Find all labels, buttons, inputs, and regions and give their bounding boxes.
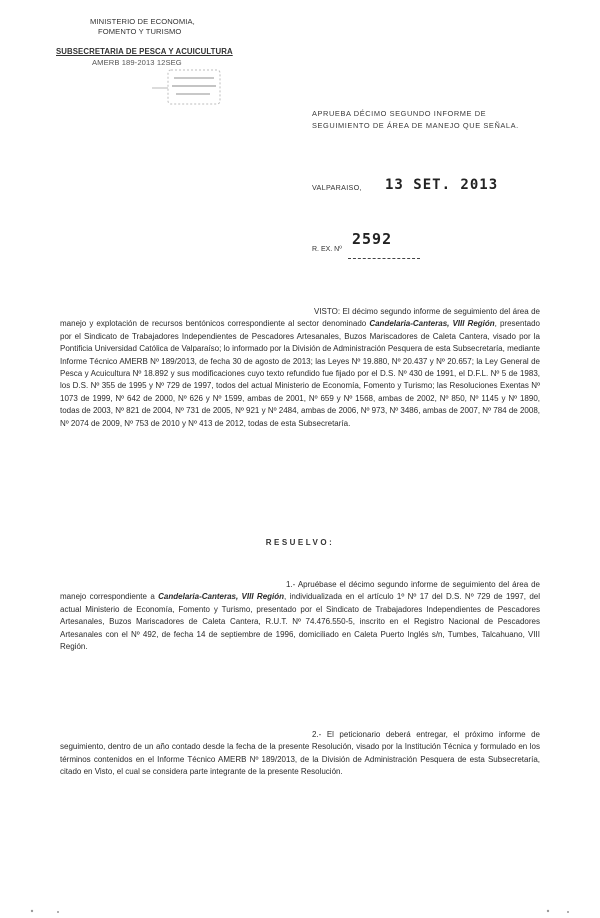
- ministry-header: [90, 17, 195, 37]
- file-reference: AMERB 189-2013 12SEG: [92, 58, 182, 67]
- place-label: VALPARAISO,: [312, 183, 362, 192]
- resolution-subject: APRUEBA DÉCIMO SEGUNDO INFORME DE SEGUIMIENTO DE ÁREA DE MANEJO QUE SEÑALA.: [312, 109, 519, 130]
- area-name-emphasis: Candelaria-Canteras, VIII Región: [369, 319, 495, 329]
- faded-stamp: [150, 66, 232, 110]
- visto-paragraph: VISTO: El décimo segundo informe de seguimiento del área de manejo y explotación de recursos bentónicos correspondiente al sector denominado Candelaria-Canteras, VIII Región, presentado por el Sindicato de Trabajadores Independientes de Pescadores Artesanales, Buzos Mariscadores de Caleta Cantera, visado por la Pontificia Universidad Católica de Valparaíso; lo informado por la División de Administración Pesquera de esta Subsecretaría, mediante Informe Técnico AMERB Nº 189/2013, de fecha 30 de agosto de 2013; las Leyes Nº 19.880, Nº 20.437 y Nº 20.657; la Ley General de Pesca y Acuicultura Nº 18.892 y sus modificaciones cuyo texto refundido fue fijado por el D.S. Nº 430 de 1991, el D.F.L. Nº 5 de 1983, los D.S. Nº 355 de 1995 y Nº 729 de 1997, todos del actual Ministerio de Economía, Fomento y Turismo; las Resoluciones Exentas Nº 1073 de 1999, Nº 642 de 2000, Nº 626 y Nº 1599, ambas de 2001, Nº 659 y Nº 1568, ambas de 2002, Nº 850, Nº 1145 y Nº 1890, todas de 2003, Nº 821 de 2004, Nº 731 de 2005, Nº 921 y Nº 2484, ambas de 2006, Nº 973, Nº 3486, ambas de 2007, Nº 784 de 2008, Nº 2074 de 2009, Nº 753 de 2010 y Nº 413 de 2012, todas de esta Subsecretaría.: [60, 307, 541, 428]
- resolution-point-1: 1.- Apruébase el décimo segundo informe de seguimiento del área de manejo correspondiente a Candelaria-Canteras, VIII Región, individualizada en el artículo 1º Nº 17 del D.S. Nº 729 de 1997, del actual Ministerio de Economía, Fomento y Turismo, presentado por el Sindicato de Trabajadores Independientes de Pescadores Artesanales, Buzos Mariscadores de Caleta Cantera, R.U.T. Nº 74.476.550-5, inscrito en el Registro Nacional de Pescadores Artesanales con el Nº 492, de fecha 14 de septiembre de 1996, domiciliado en Caleta Puerto Inglés s/n, Tumbes, Talcahuano, VIII Región.: [60, 580, 541, 652]
- resuelvo-heading: RESUELVO:: [265, 538, 335, 547]
- resolution-number-underline: [348, 258, 420, 259]
- resolution-point-2: 2.- El peticionario deberá entregar, el próximo informe de seguimiento, dentro de un año contado desde la fecha de la presente Resolución, visado por la Institución Técnica y formulado en los términos contenidos en el Informe Técnico AMERB Nº 189/2013, de la División de Administración Pesquera de esta Subsecretaría, citado en Visto, el cual se considera parte integrante de la presente Resolución.: [60, 730, 540, 777]
- area-name-emphasis: Candelaria-Canteras, VIII Región: [158, 592, 285, 602]
- resolution-label: R. EX. Nº: [312, 246, 342, 253]
- scan-marks: [28, 906, 572, 916]
- resolution-number: 2592: [352, 230, 393, 248]
- subsecretaria-name: SUBSECRETARIA DE PESCA Y ACUICULTURA: [56, 47, 233, 56]
- resolution-date: 13 SET. 2013: [385, 177, 499, 193]
- ministry-name-cont: FOMENTO Y TURISMO: [98, 27, 182, 36]
- ministry-name: MINISTERIO DE ECONOMIA,: [90, 17, 195, 26]
